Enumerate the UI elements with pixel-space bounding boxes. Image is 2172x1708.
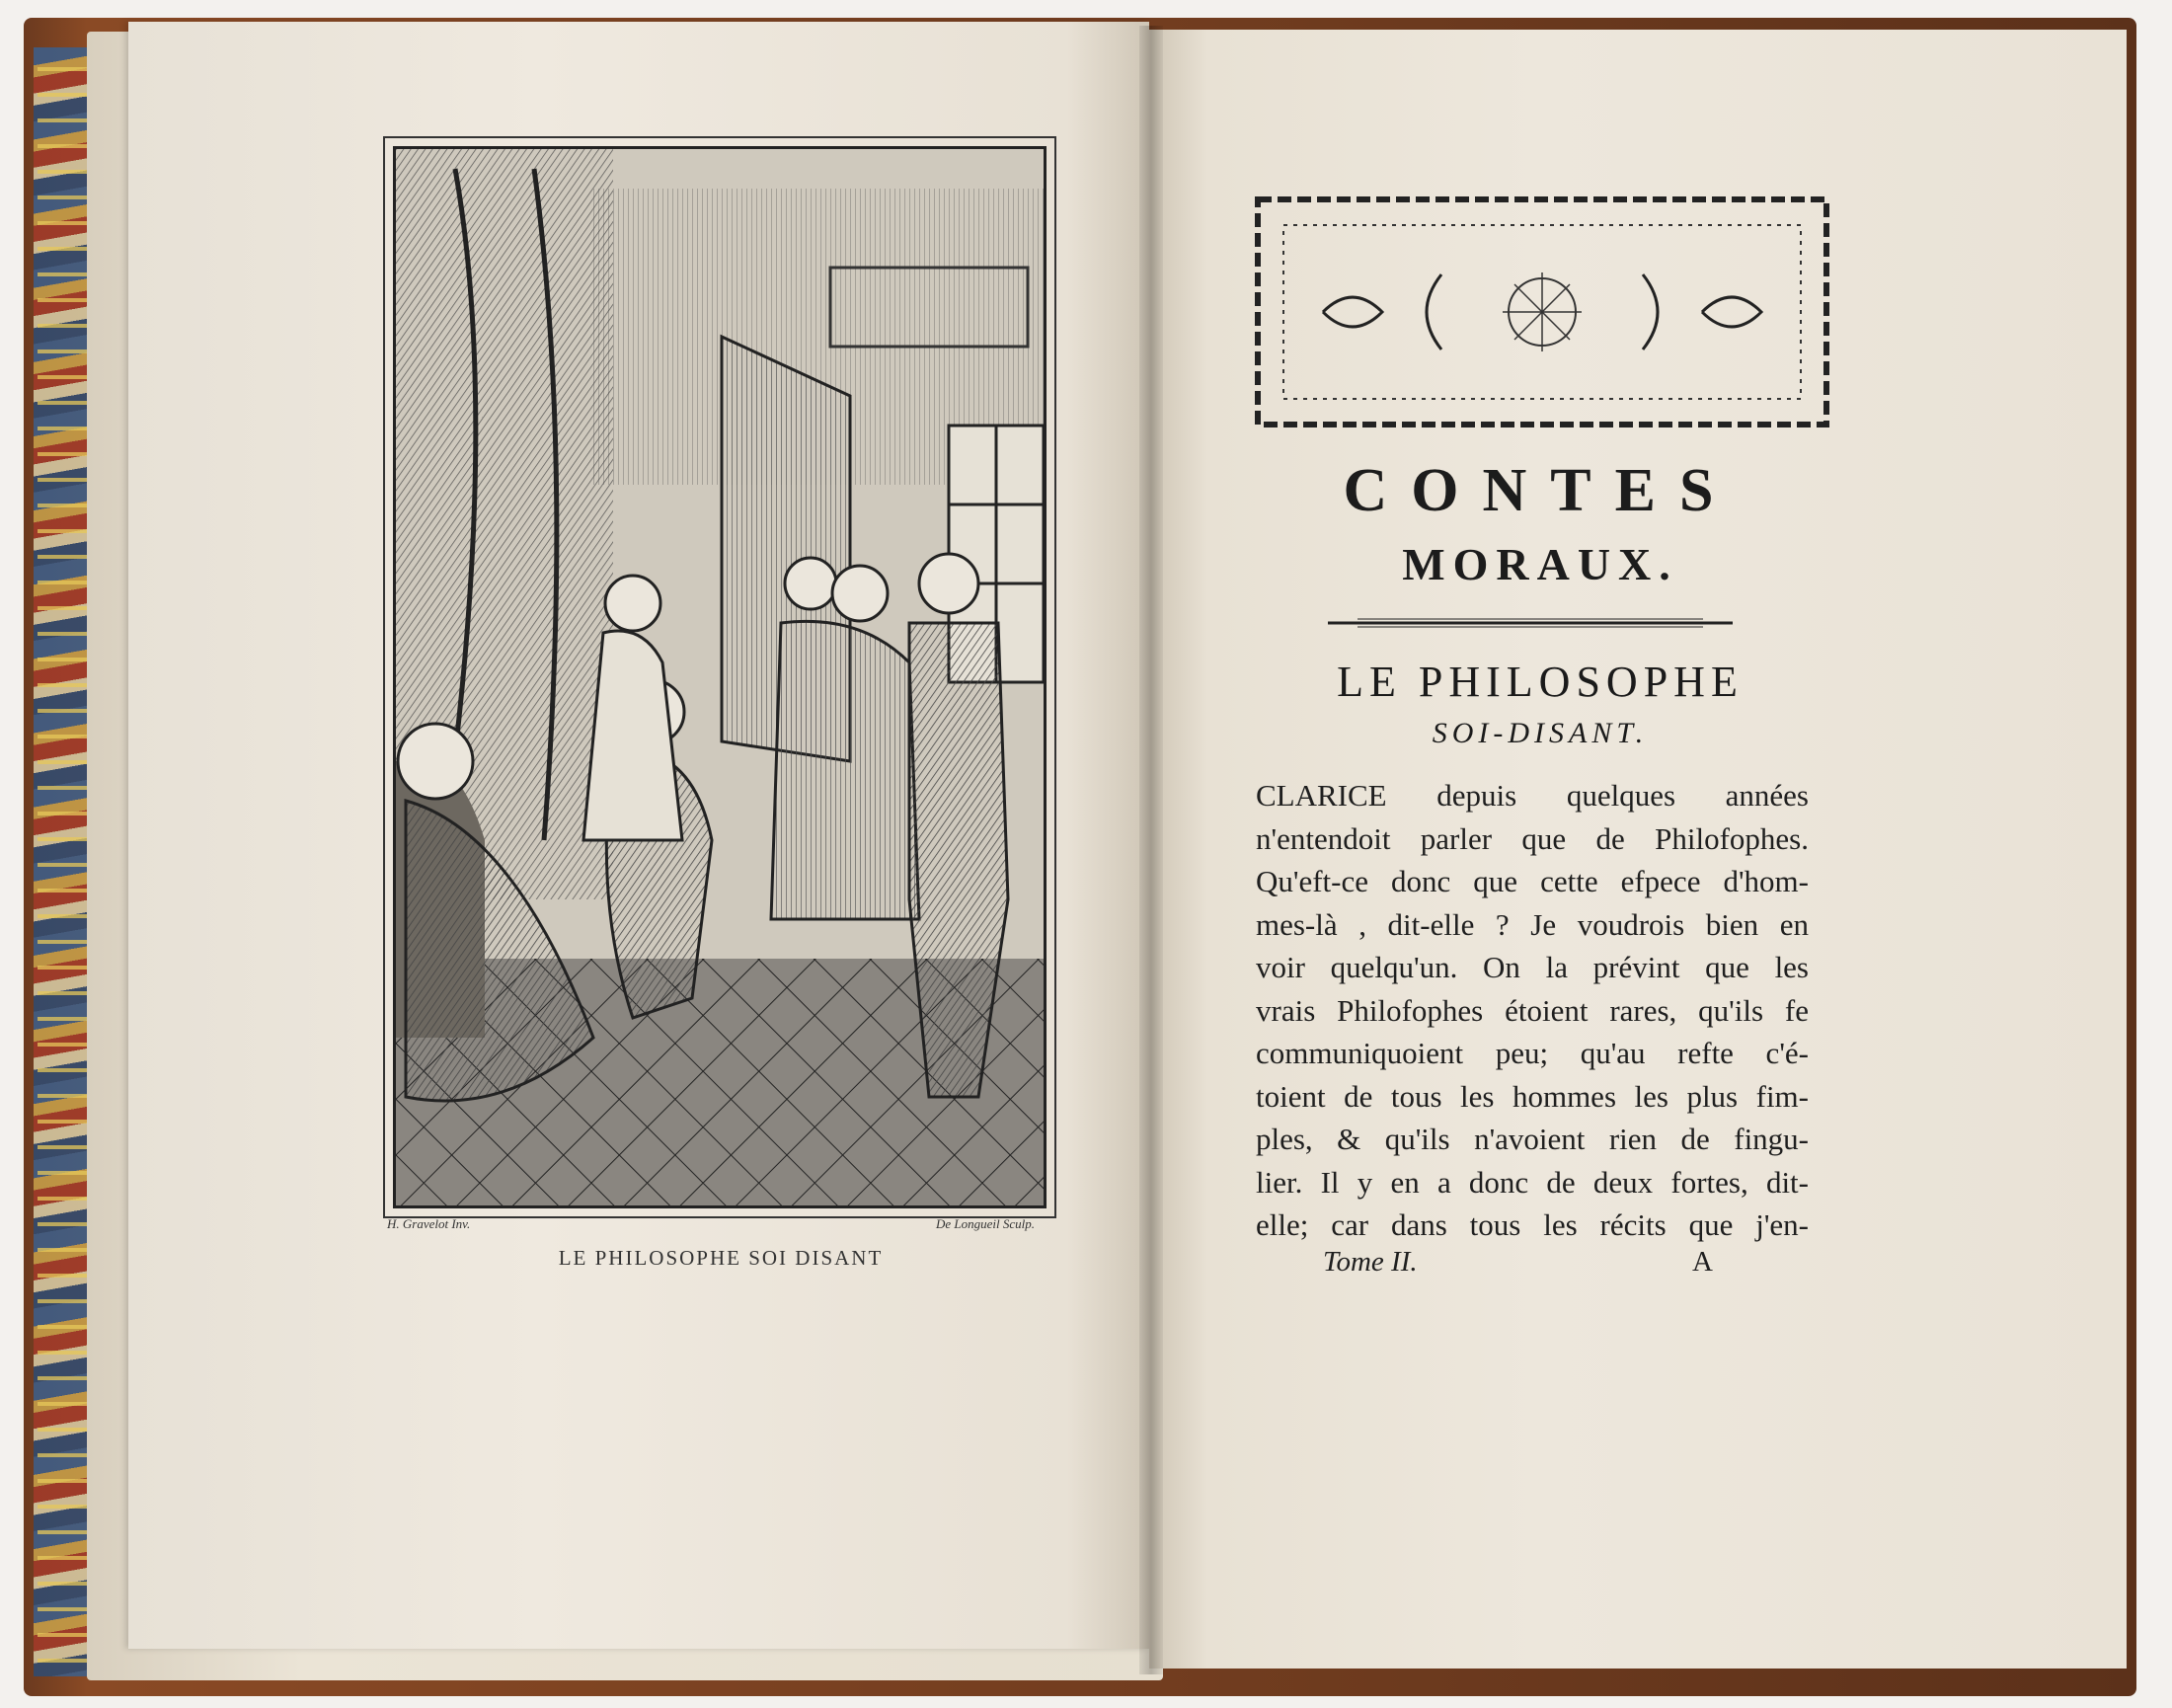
book-title: CONTES bbox=[1343, 457, 1738, 524]
engraving-credit-artist: H. Gravelot Inv. bbox=[387, 1216, 471, 1231]
text-line: vrais Philofophes étoient rares, qu'ils fe bbox=[1256, 992, 1809, 1028]
engraving-credit-engraver: De Longueil Sculp. bbox=[936, 1216, 1036, 1231]
text-line: toient de tous les hommes les plus fim- bbox=[1256, 1078, 1809, 1114]
book-gutter bbox=[1139, 26, 1163, 1674]
text-line: lier. Il y en a donc de deux fortes, dit- bbox=[1256, 1164, 1809, 1200]
text-line: elle; car dans tous les récits que j'en- bbox=[1256, 1207, 1809, 1242]
text-line: Qu'eft-ce donc que cette efpece d'hom- bbox=[1256, 864, 1809, 898]
signature-mark: A bbox=[1692, 1246, 1713, 1278]
engraving-plate bbox=[383, 136, 1056, 1218]
chapter-title: LE PHILOSOPHE bbox=[1337, 658, 1744, 706]
text-line: ples, & qu'ils n'avoient rien de fingu- bbox=[1256, 1122, 1809, 1156]
text-line: CLARICE depuis quelques années bbox=[1256, 778, 1809, 813]
headpiece-ornament bbox=[1254, 195, 1830, 428]
chapter-subtitle: SOI-DISANT. bbox=[1432, 717, 1649, 749]
body-text bbox=[1256, 774, 1809, 1247]
text-line: communiquoient peu; qu'au refte c'é- bbox=[1256, 1036, 1809, 1070]
volume-label: Tome II. bbox=[1323, 1246, 1418, 1278]
text-line: n'entendoit parler que de Philofophes. bbox=[1256, 820, 1809, 856]
gilt-spine-decoration bbox=[38, 57, 89, 1667]
text-line: voir quelqu'un. On la prévint que les bbox=[1256, 950, 1809, 984]
book-subtitle: MORAUX. bbox=[1402, 539, 1678, 589]
decorative-rule bbox=[1328, 616, 1733, 630]
engraving-caption: LE PHILOSOPHE SOI DISANT bbox=[558, 1246, 884, 1270]
engraving-image bbox=[393, 146, 1047, 1208]
text-line: mes-là , dit-elle ? Je voudrois bien en bbox=[1256, 906, 1809, 942]
